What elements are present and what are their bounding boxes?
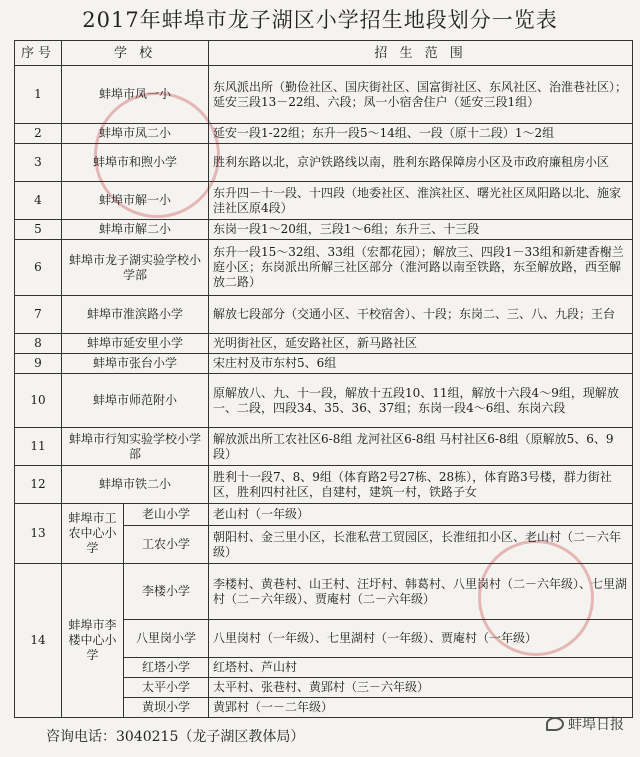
school-name: 蚌埠市延安里小学 — [62, 334, 209, 354]
table-row — [15, 296, 633, 334]
watermark-text: 蚌埠日报 — [568, 717, 624, 733]
school-name: 蚌埠市铁二小 — [62, 466, 209, 504]
enrollment-range: 八里岗村（一年级）、七里湖村（一年级）、贾庵村（一年级） — [209, 620, 633, 658]
sub-school-name: 老山小学 — [124, 504, 209, 526]
row-number: 12 — [15, 466, 62, 504]
row-number: 2 — [15, 124, 62, 144]
table-row — [15, 504, 633, 526]
sub-school-name: 八里岗小学 — [124, 620, 209, 658]
row-number: 11 — [15, 428, 62, 466]
header-num: 序号 — [15, 41, 62, 66]
enrollment-range: 太平村、张巷村、黄郢村（三－六年级） — [209, 678, 633, 698]
row-number: 3 — [15, 144, 62, 182]
enrollment-range: 朝阳村、金三里小区，长淮私营工贸园区，长淮纽扣小区、老山村（二－六年级） — [209, 526, 633, 564]
sub-school-name: 黄坝小学 — [124, 698, 209, 718]
row-number: 6 — [15, 240, 62, 296]
school-name: 蚌埠市李楼中心小学 — [62, 564, 124, 718]
table-row — [15, 334, 633, 354]
row-number: 8 — [15, 334, 62, 354]
enrollment-range: 李楼村、黄巷村、山王村、汪圩村、韩葛村、八里岗村（二－六年级）、七里湖村（二－六年级）、贾庵村（二－六年级） — [209, 564, 633, 620]
enrollment-range: 胜利十一段7、8、9组（体育路2号27栋、28栋），体育路3号楼，群力街社区，胜利四村社区，自建村，建筑一村，铁路子女 — [209, 466, 633, 504]
row-number: 5 — [15, 220, 62, 240]
enrollment-range: 解放派出所工农社区6-8组 龙河社区6-8组 马村社区6-8组（原解放5、6、9段） — [209, 428, 633, 466]
row-number: 9 — [15, 354, 62, 374]
table-row — [15, 466, 633, 504]
enrollment-range: 光明街社区，延安路社区，新马路社区 — [209, 334, 633, 354]
enrollment-range: 原解放八、九、十一段，解放十五段10、11组，解放十六段4～9组，现解放一、二段，四段34、35、36、37组；东岗一段4～6组、东岗六段 — [209, 374, 633, 428]
row-number: 10 — [15, 374, 62, 428]
header-range: 招 生 范 围 — [209, 41, 633, 66]
table-row — [15, 182, 633, 220]
school-name: 蚌埠市解一小 — [62, 182, 209, 220]
row-number: 13 — [15, 504, 62, 564]
enrollment-range: 黄郢村（一－二年级） — [209, 698, 633, 718]
row-number: 14 — [15, 564, 62, 718]
enrollment-range: 东升四－十一段、十四段（地委社区、淮滨社区、曙光社区凤阳路以北、施家洼社区原4段） — [209, 182, 633, 220]
table-row — [15, 66, 633, 124]
header-school: 学 校 — [62, 41, 209, 66]
sub-school-name: 工农小学 — [124, 526, 209, 564]
sub-school-name: 李楼小学 — [124, 564, 209, 620]
table-row — [15, 220, 633, 240]
footer-contact: 咨询电话：3040215（龙子湖区教体局） — [46, 729, 305, 745]
enrollment-range: 宋庄村及市东村5、6组 — [209, 354, 633, 374]
enrollment-range: 延安一段1-22组；东升一段5～14组、一段（原十二段）1～2组 — [209, 124, 633, 144]
school-name: 蚌埠市师范附小 — [62, 374, 209, 428]
school-name: 蚌埠市和煦小学 — [62, 144, 209, 182]
table-row — [15, 354, 633, 374]
enrollment-range: 东升一段15～32组、33组（宏都花园）；解放三、四段1－33组和新建香榭兰庭小区；东岗派出所解三社区部分（淮河路以南至铁路，东至解放路，西至解放二路） — [209, 240, 633, 296]
school-name: 蚌埠市凤一小 — [62, 66, 209, 124]
wechat-icon — [546, 717, 564, 731]
enrollment-range: 老山村（一年级） — [209, 504, 633, 526]
enrollment-range: 红塔村、芦山村 — [209, 658, 633, 678]
row-number: 7 — [15, 296, 62, 334]
school-name: 蚌埠市张台小学 — [62, 354, 209, 374]
table-row — [15, 144, 633, 182]
enrollment-range: 解放七段部分（交通小区、干校宿舍）、十段；东岗二、三、八、九段；王台 — [209, 296, 633, 334]
school-name: 蚌埠市工农中心小学 — [62, 504, 124, 564]
table-header-row — [15, 41, 633, 66]
watermark — [546, 714, 624, 734]
page-title: 2017年蚌埠市龙子湖区小学招生地段划分一览表 — [82, 8, 558, 32]
row-number: 1 — [15, 66, 62, 124]
table-row — [15, 240, 633, 296]
school-name: 蚌埠市行知实验学校小学部 — [62, 428, 209, 466]
enrollment-range: 胜利东路以北，京沪铁路线以南，胜利东路保障房小区及市政府廉租房小区 — [209, 144, 633, 182]
school-name: 蚌埠市解二小 — [62, 220, 209, 240]
enrollment-table — [14, 40, 633, 718]
table-row — [15, 374, 633, 428]
sub-school-name: 太平小学 — [124, 678, 209, 698]
table-row — [15, 428, 633, 466]
school-name: 蚌埠市凤二小 — [62, 124, 209, 144]
enrollment-range: 东风派出所（勤俭社区、国庆街社区、国富街社区、东风社区、治淮巷社区）；延安三段13－22组、六段；凤一小宿舍住户（延安三段1组） — [209, 66, 633, 124]
row-number: 4 — [15, 182, 62, 220]
school-name: 蚌埠市淮滨路小学 — [62, 296, 209, 334]
table-row — [15, 564, 633, 620]
enrollment-range: 东岗一段1～20组，三段1～6组；东升三、十三段 — [209, 220, 633, 240]
sub-school-name: 红塔小学 — [124, 658, 209, 678]
table-row — [15, 124, 633, 144]
school-name: 蚌埠市龙子湖实验学校小学部 — [62, 240, 209, 296]
